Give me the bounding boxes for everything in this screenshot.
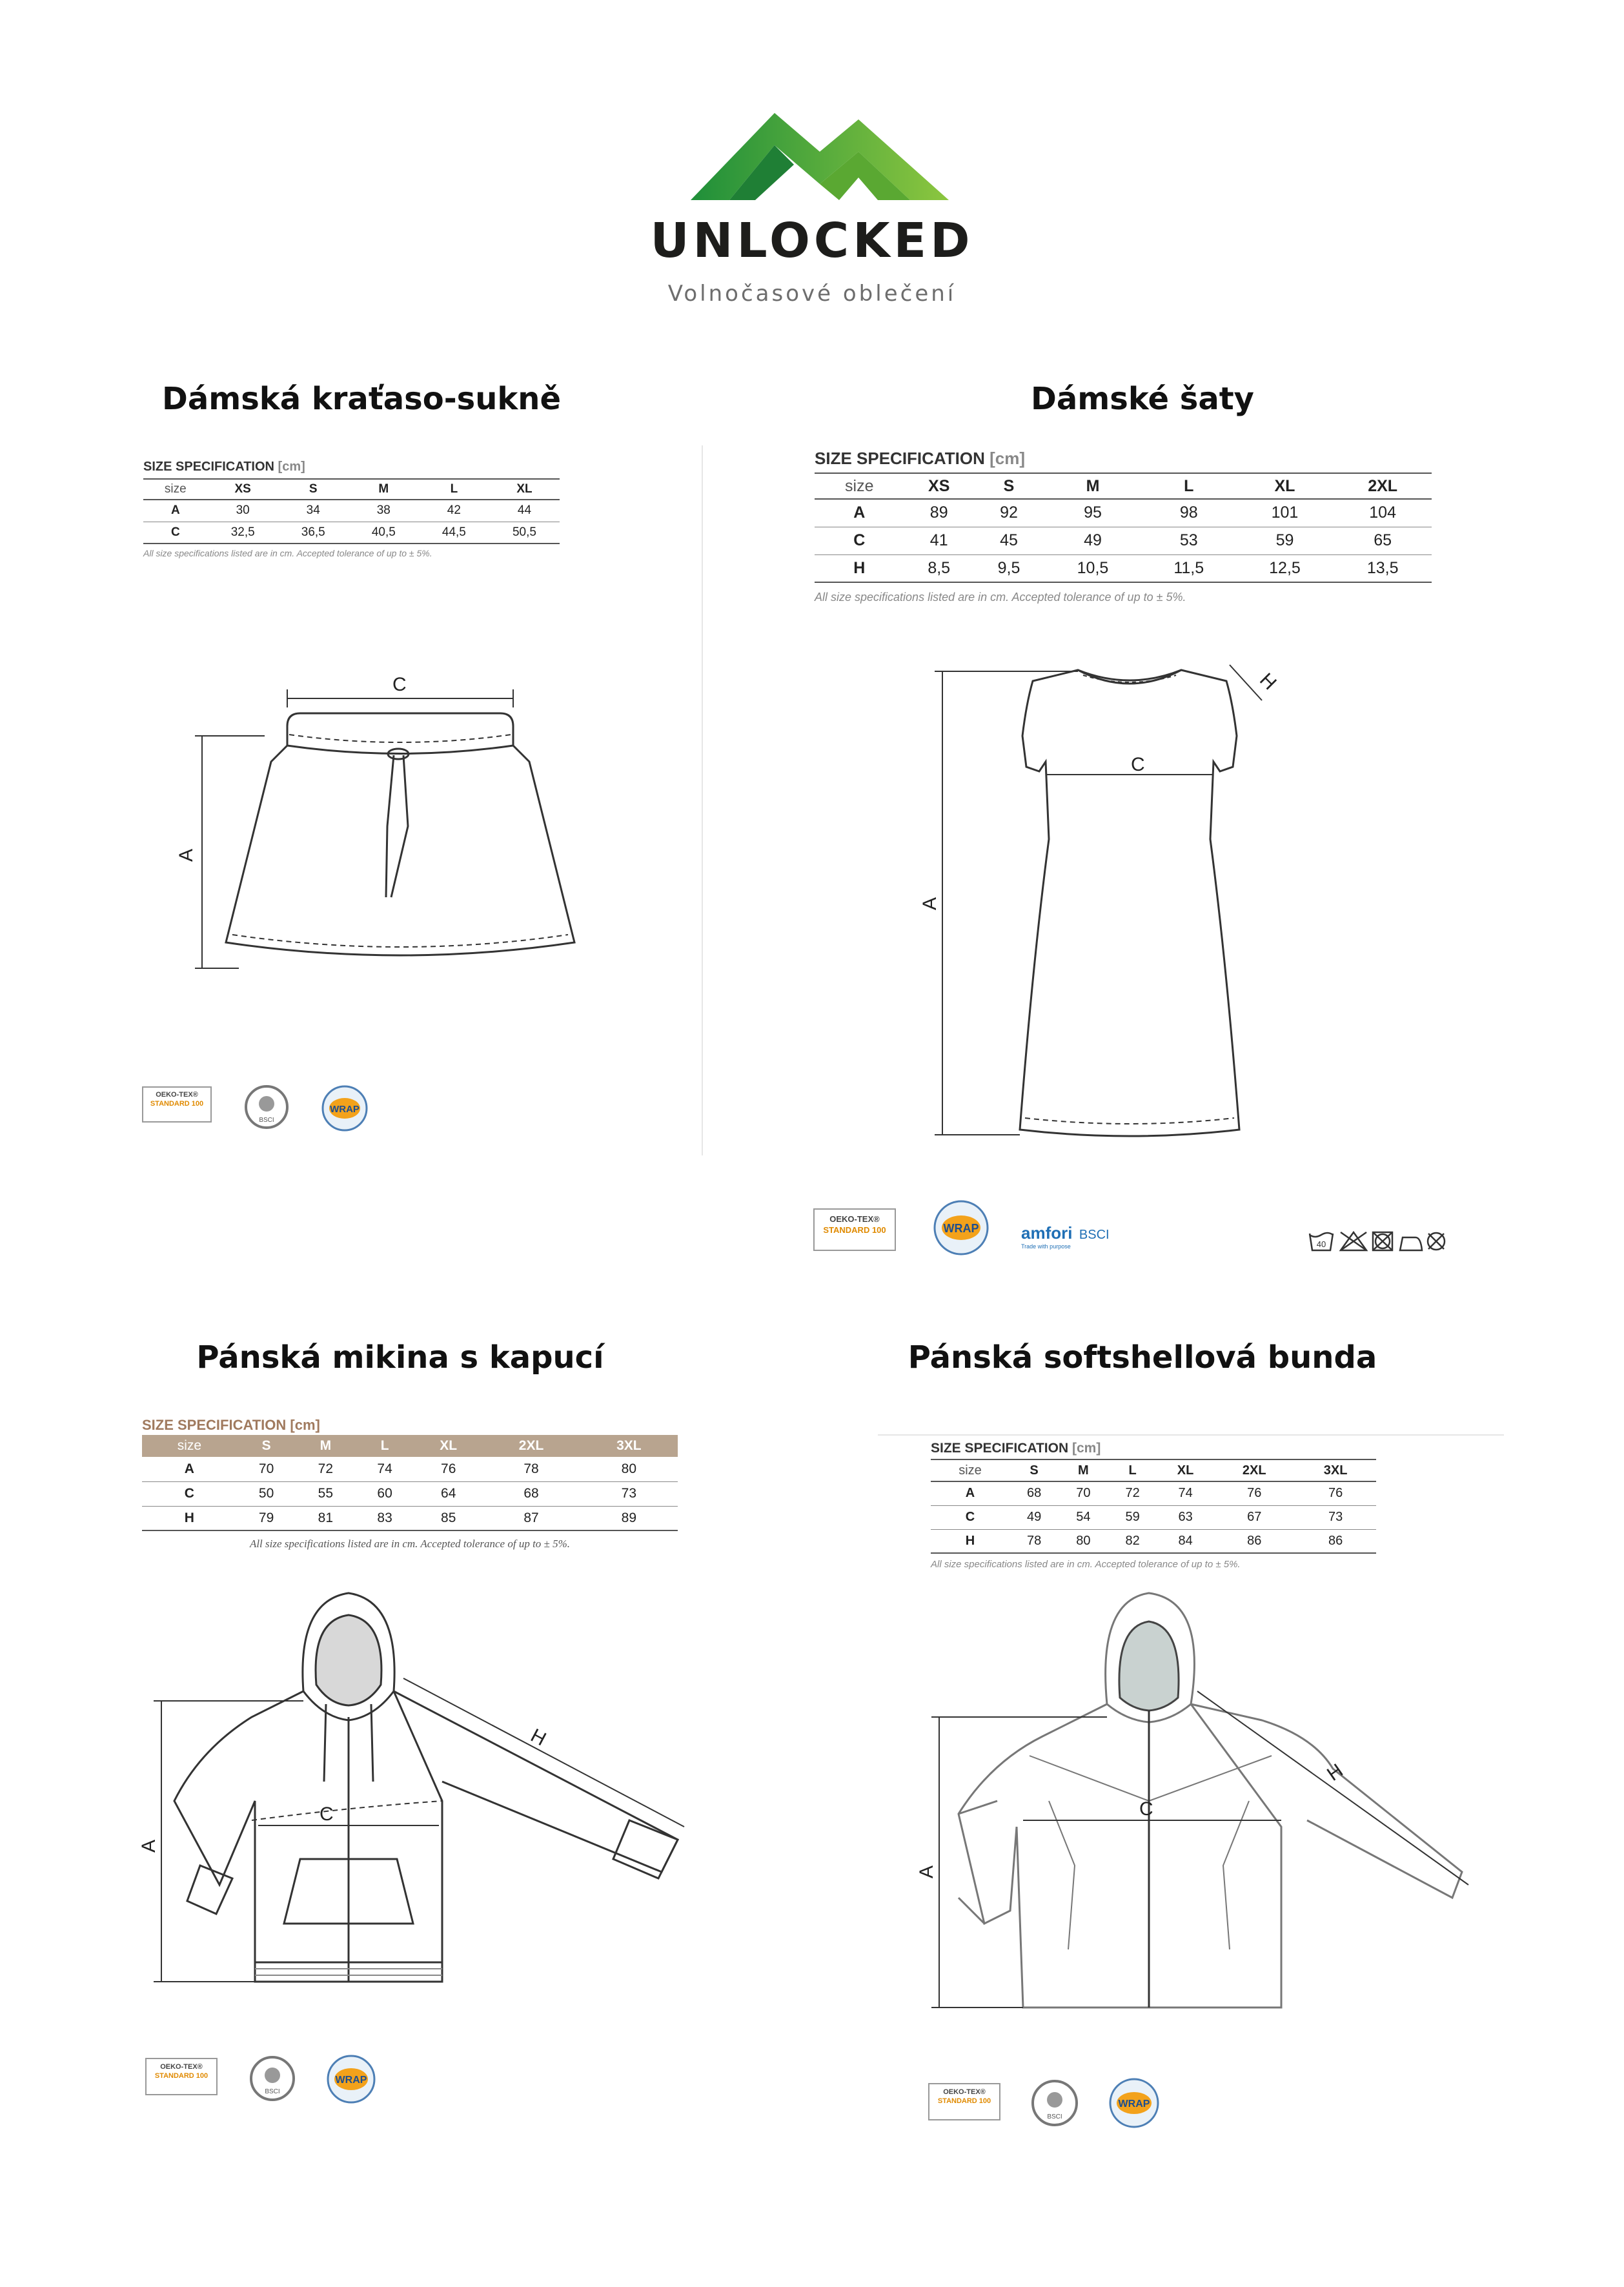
cell: 50	[237, 1481, 296, 1506]
section-divider	[702, 445, 703, 1155]
bsci-text: BSCI	[259, 1117, 274, 1124]
spec-unit: [cm]	[290, 1417, 320, 1433]
size-col: L	[1108, 1459, 1157, 1481]
cell: 87	[482, 1506, 580, 1530]
cell: 54	[1059, 1505, 1108, 1529]
dress-diagram	[917, 652, 1291, 1149]
oeko-tex-badge	[813, 1208, 896, 1251]
cell: 36,5	[278, 522, 349, 544]
bsci-icon	[244, 1084, 289, 1130]
size-col: S	[1010, 1459, 1059, 1481]
cell: 80	[1059, 1529, 1108, 1553]
size-header: size	[931, 1459, 1010, 1481]
table-row	[143, 522, 560, 544]
oeko-standard-label: STANDARD 100	[150, 1100, 204, 1108]
hoodie-body	[174, 1691, 442, 1982]
cell: 8,5	[904, 554, 974, 582]
cell: 101	[1236, 499, 1334, 527]
size-col: L	[1142, 473, 1236, 499]
cell: 72	[1108, 1481, 1157, 1505]
mountain-logo-icon	[691, 103, 949, 203]
cell: 76	[414, 1457, 482, 1481]
size-col: M	[1059, 1459, 1108, 1481]
cell: 64	[414, 1481, 482, 1506]
cell: 34	[278, 500, 349, 522]
size-header: size	[142, 1435, 237, 1457]
cell: 74	[1157, 1481, 1214, 1505]
dimension-a-label: A	[138, 1839, 159, 1853]
cell: 72	[296, 1457, 355, 1481]
section-title-dress: Dámské šaty	[1031, 381, 1254, 417]
bsci-text: BSCI	[1047, 2113, 1062, 2120]
spec-unit: [cm]	[1071, 1441, 1101, 1456]
size-col: 2XL	[482, 1435, 580, 1457]
spec-heading-text: SIZE SPECIFICATION	[815, 449, 985, 468]
table-row	[142, 1481, 678, 1506]
row-label: A	[931, 1481, 1010, 1505]
cell: 53	[1142, 527, 1236, 554]
cell: 80	[580, 1457, 678, 1481]
bsci-badge	[244, 1084, 289, 1133]
cell: 59	[1108, 1505, 1157, 1529]
wrap-icon	[321, 1084, 369, 1132]
table-row	[142, 1506, 678, 1530]
oeko-tex-label: OEKO-TEX®	[829, 1214, 880, 1224]
size-col: 2XL	[1213, 1459, 1295, 1481]
size-col: M	[349, 479, 419, 500]
size-col: XL	[1157, 1459, 1214, 1481]
cell: 92	[974, 499, 1044, 527]
spec-heading	[142, 1417, 678, 1434]
row-label: C	[143, 522, 208, 544]
spec-heading	[931, 1441, 1376, 1456]
size-table-skort	[143, 460, 560, 558]
cell: 70	[237, 1457, 296, 1481]
cell: 49	[1044, 527, 1142, 554]
cell: 98	[1142, 499, 1236, 527]
size-header: size	[815, 473, 904, 499]
table-row	[815, 554, 1432, 582]
cell: 32,5	[208, 522, 278, 544]
section-title-hoodie: Pánská mikina s kapucí	[196, 1339, 604, 1376]
cell: 83	[355, 1506, 414, 1530]
hoodie-diagram	[138, 1588, 697, 2014]
wrap-icon	[1108, 2077, 1160, 2129]
spec-heading	[143, 460, 560, 474]
cell: 65	[1334, 527, 1432, 554]
cell: 44,5	[419, 522, 489, 544]
wrap-text: WRAP	[330, 1104, 360, 1115]
spec-unit: [cm]	[278, 460, 305, 474]
spec-unit: [cm]	[990, 449, 1026, 468]
amfori-text: amfori	[1021, 1223, 1073, 1243]
skort-diagram	[176, 665, 594, 988]
cell: 78	[482, 1457, 580, 1481]
cell: 40,5	[349, 522, 419, 544]
size-col: S	[278, 479, 349, 500]
size-col: S	[974, 473, 1044, 499]
iron-icon	[1400, 1237, 1422, 1250]
wrap-badge	[933, 1199, 990, 1259]
row-label: A	[142, 1457, 237, 1481]
amfori-bsci-text: BSCI	[1079, 1228, 1110, 1242]
size-col: 3XL	[580, 1435, 678, 1457]
dimension-a-label: A	[176, 848, 197, 862]
section-divider	[878, 1434, 1504, 1436]
cell: 76	[1295, 1481, 1376, 1505]
oeko-tex-label: OEKO-TEX®	[160, 2063, 203, 2071]
care-symbols	[1307, 1228, 1446, 1259]
cell: 44	[489, 500, 560, 522]
row-label: H	[815, 554, 904, 582]
size-col: M	[296, 1435, 355, 1457]
oeko-tex-label: OEKO-TEX®	[943, 2088, 986, 2096]
cell: 104	[1334, 499, 1432, 527]
row-label: H	[142, 1506, 237, 1530]
bsci-text: BSCI	[265, 2088, 280, 2095]
brand-name: UNLOCKED	[650, 213, 974, 269]
size-table-softshell	[931, 1441, 1376, 1570]
cell: 38	[349, 500, 419, 522]
oeko-tex-badge	[145, 2058, 218, 2095]
table-row	[815, 527, 1432, 554]
wrap-text: WRAP	[943, 1222, 979, 1235]
cell: 60	[355, 1481, 414, 1506]
cell: 84	[1157, 1529, 1214, 1553]
skort-outline	[287, 713, 513, 754]
dimension-h-label: H	[1323, 1760, 1347, 1785]
table-row	[143, 500, 560, 522]
section-title-skort: Dámská kraťaso-sukně	[161, 381, 562, 417]
cell: 74	[355, 1457, 414, 1481]
size-col: XS	[208, 479, 278, 500]
bsci-icon	[1031, 2079, 1079, 2127]
size-col: 2XL	[1334, 473, 1432, 499]
dimension-c-label: C	[320, 1804, 334, 1825]
oeko-standard-label: STANDARD 100	[154, 2072, 208, 2080]
tolerance-note: All size specifications listed are in cm. Accepted tolerance of up to ± 5%.	[143, 548, 432, 558]
dimension-a-label: A	[919, 897, 940, 910]
wrap-icon	[326, 2054, 376, 2104]
cell: 55	[296, 1481, 355, 1506]
care-icons	[1307, 1228, 1446, 1255]
tolerance-note: All size specifications listed are in cm. Accepted tolerance of up to ± 5%.	[815, 591, 1186, 604]
amfori-bsci-logo	[1021, 1223, 1110, 1250]
amfori-subtext: Trade with purpose	[1021, 1243, 1071, 1250]
cell: 12,5	[1236, 554, 1334, 582]
size-col: XL	[1236, 473, 1334, 499]
wrap-badge	[321, 1084, 369, 1135]
cell: 49	[1010, 1505, 1059, 1529]
cell: 76	[1213, 1481, 1295, 1505]
dimension-a-label: A	[916, 1865, 937, 1878]
dimension-c-label: C	[1139, 1798, 1153, 1820]
spec-heading-text: SIZE SPECIFICATION	[142, 1417, 287, 1433]
wrap-icon	[933, 1199, 990, 1256]
table-row	[931, 1529, 1376, 1553]
size-col: XS	[904, 473, 974, 499]
section-title-softshell: Pánská softshellová bunda	[908, 1339, 1377, 1376]
cell: 50,5	[489, 522, 560, 544]
cell: 59	[1236, 527, 1334, 554]
cell: 86	[1295, 1529, 1376, 1553]
dimension-h-label: H	[1255, 669, 1281, 695]
cell: 95	[1044, 499, 1142, 527]
cell: 78	[1010, 1529, 1059, 1553]
cell: 9,5	[974, 554, 1044, 582]
cell: 63	[1157, 1505, 1214, 1529]
size-col: S	[237, 1435, 296, 1457]
size-col: L	[419, 479, 489, 500]
cell: 30	[208, 500, 278, 522]
wash-temp: 40	[1316, 1239, 1326, 1249]
bsci-icon	[249, 2055, 296, 2102]
row-label: C	[142, 1481, 237, 1506]
cell: 86	[1213, 1529, 1295, 1553]
cell: 68	[1010, 1481, 1059, 1505]
cell: 85	[414, 1506, 482, 1530]
cell: 41	[904, 527, 974, 554]
brand-tagline: Volnočasové oblečení	[667, 281, 957, 307]
cell: 79	[237, 1506, 296, 1530]
cell: 67	[1213, 1505, 1295, 1529]
dress-outline	[1020, 670, 1239, 1136]
row-label: C	[815, 527, 904, 554]
size-col: XL	[489, 479, 560, 500]
bsci-badge	[1031, 2079, 1079, 2130]
cell: 81	[296, 1506, 355, 1530]
spec-heading	[815, 449, 1432, 469]
oeko-tex-badge	[142, 1086, 212, 1123]
cell: 73	[1295, 1505, 1376, 1529]
cell: 82	[1108, 1529, 1157, 1553]
spec-heading-text: SIZE SPECIFICATION	[143, 460, 274, 474]
cell: 13,5	[1334, 554, 1432, 582]
bsci-badge	[249, 2055, 296, 2105]
tolerance-note: All size specifications listed are in cm. Accepted tolerance of up to ± 5%.	[249, 1538, 571, 1550]
size-header: size	[143, 479, 208, 500]
cell: 73	[580, 1481, 678, 1506]
dimension-c-label: C	[392, 674, 407, 695]
cell: 70	[1059, 1481, 1108, 1505]
dimension-h-label: H	[527, 1725, 550, 1751]
cell: 42	[419, 500, 489, 522]
oeko-tex-badge	[928, 2083, 1000, 2120]
size-col: M	[1044, 473, 1142, 499]
size-col: L	[355, 1435, 414, 1457]
softshell-diagram	[916, 1588, 1485, 2040]
table-row	[142, 1457, 678, 1481]
oeko-standard-label: STANDARD 100	[823, 1225, 886, 1235]
row-label: A	[815, 499, 904, 527]
wrap-badge	[326, 2054, 376, 2108]
cell: 89	[904, 499, 974, 527]
cell: 89	[580, 1506, 678, 1530]
row-label: H	[931, 1529, 1010, 1553]
spec-heading-text: SIZE SPECIFICATION	[931, 1441, 1069, 1456]
table-row	[931, 1481, 1376, 1505]
table-row	[815, 499, 1432, 527]
cell: 45	[974, 527, 1044, 554]
size-table-hoodie	[142, 1417, 678, 1550]
row-label: C	[931, 1505, 1010, 1529]
row-label: A	[143, 500, 208, 522]
size-table-dress	[815, 449, 1432, 604]
jacket-body	[959, 1704, 1281, 2007]
tolerance-note: All size specifications listed are in cm. Accepted tolerance of up to ± 5%.	[931, 1559, 1241, 1570]
cell: 11,5	[1142, 554, 1236, 582]
table-row	[931, 1505, 1376, 1529]
dimension-c-label: C	[1131, 754, 1145, 775]
cell: 10,5	[1044, 554, 1142, 582]
oeko-standard-label: STANDARD 100	[937, 2097, 991, 2105]
cell: 68	[482, 1481, 580, 1506]
wrap-badge	[1108, 2077, 1160, 2132]
size-col: XL	[414, 1435, 482, 1457]
oeko-tex-label: OEKO-TEX®	[156, 1091, 198, 1099]
wrap-text: WRAP	[1118, 2099, 1150, 2109]
wrap-text: WRAP	[335, 2075, 367, 2086]
size-col: 3XL	[1295, 1459, 1376, 1481]
